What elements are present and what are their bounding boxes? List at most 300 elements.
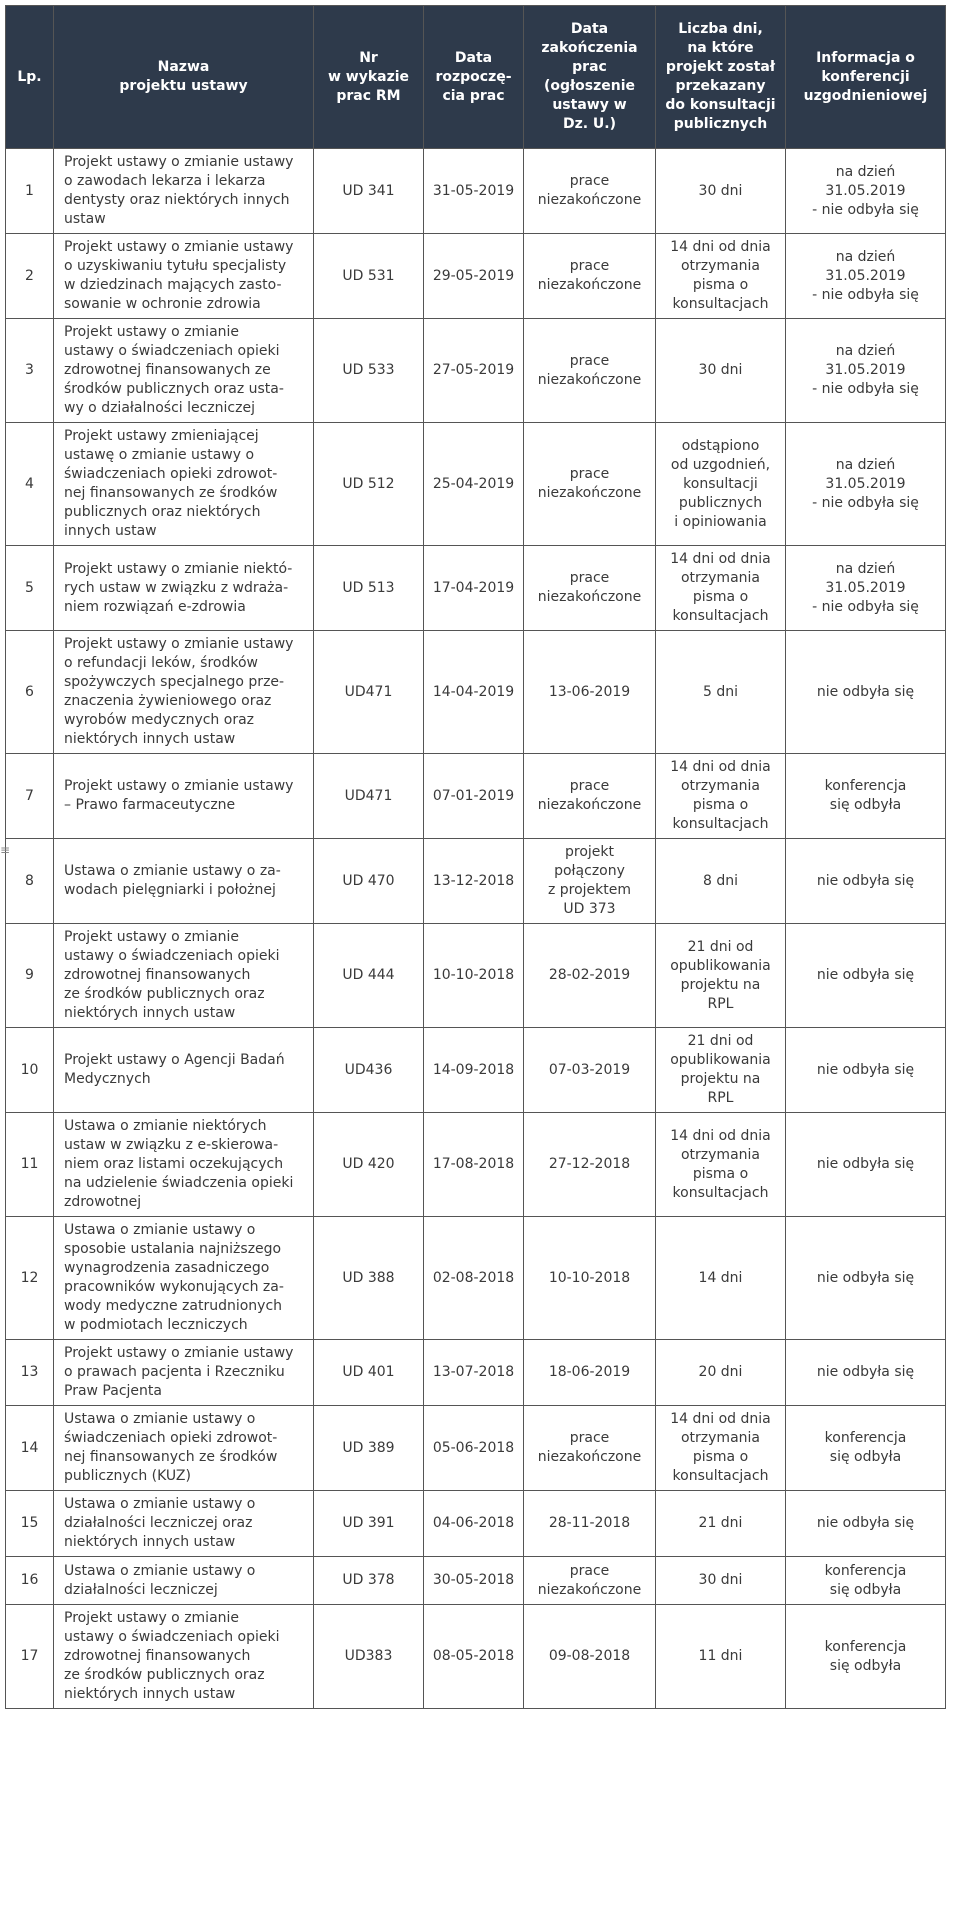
cell-conference-info bbox=[786, 924, 946, 1028]
header-line: konferencji bbox=[821, 68, 910, 85]
cell-line: Ustawa o zmianie ustawy o bbox=[64, 1562, 256, 1579]
cell-line: na dzień bbox=[835, 248, 896, 265]
cell-nr: UD471 bbox=[314, 754, 424, 839]
cell-consultation-days bbox=[656, 423, 786, 546]
header-line: w wykazie bbox=[327, 68, 410, 85]
cell-end-date bbox=[524, 546, 656, 631]
cell-start-date: 17-08-2018 bbox=[424, 1113, 524, 1217]
cell-lp: 6 bbox=[6, 631, 54, 754]
cell-consultation-days bbox=[656, 149, 786, 234]
document-page bbox=[5, 5, 945, 1709]
cell-line: pisma o bbox=[692, 589, 749, 605]
cell-line: świadczeniach opieki zdrowot- bbox=[64, 1430, 278, 1446]
cell-line: 13-06-2019 bbox=[548, 683, 631, 700]
cell-line: niezakończone bbox=[537, 589, 642, 605]
cell-nr: UD 470 bbox=[314, 839, 424, 924]
cell-line: konferencja bbox=[824, 778, 907, 794]
header-line: przekazany bbox=[675, 78, 766, 94]
cell-line: otrzymania bbox=[680, 570, 760, 586]
table-row bbox=[6, 319, 946, 423]
cell-end-date bbox=[524, 924, 656, 1028]
cell-start-date: 04-06-2018 bbox=[424, 1491, 524, 1557]
cell-line: konferencja bbox=[824, 1430, 907, 1446]
cell-start-date: 29-05-2019 bbox=[424, 234, 524, 319]
cell-consultation-days bbox=[656, 546, 786, 631]
cell-project-name bbox=[54, 1557, 314, 1605]
cell-line: 30 dni bbox=[698, 1572, 743, 1588]
cell-line: – Prawo farmaceutyczne bbox=[64, 797, 236, 813]
cell-line: 30 dni bbox=[698, 182, 743, 199]
cell-line: Projekt ustawy o zmianie niektó- bbox=[64, 560, 293, 577]
cell-line: konsultacjach bbox=[672, 1184, 769, 1201]
cell-line: na dzień bbox=[835, 560, 896, 577]
cell-line: Ustawa o zmianie ustawy o bbox=[64, 1496, 256, 1512]
cell-line: zdrowotnej finansowanych bbox=[64, 1648, 251, 1664]
cell-line: otrzymania bbox=[680, 258, 760, 274]
cell-project-name bbox=[54, 149, 314, 234]
cell-consultation-days bbox=[656, 1028, 786, 1113]
cell-project-name bbox=[54, 839, 314, 924]
cell-line: 5 dni bbox=[702, 683, 738, 700]
cell-line: wyrobów medycznych oraz bbox=[64, 712, 254, 728]
cell-line: Medycznych bbox=[64, 1071, 151, 1087]
cell-consultation-days bbox=[656, 1406, 786, 1491]
cell-line: publicznych oraz niektórych bbox=[64, 504, 261, 520]
cell-line: 28-11-2018 bbox=[548, 1515, 631, 1531]
cell-line: Praw Pacjenta bbox=[64, 1383, 162, 1399]
cell-line: nie odbyła się bbox=[816, 872, 915, 889]
cell-start-date: 14-09-2018 bbox=[424, 1028, 524, 1113]
cell-line: pracowników wykonujących za- bbox=[64, 1279, 284, 1295]
header-line: ustawy w bbox=[552, 97, 627, 113]
cell-project-name bbox=[54, 1028, 314, 1113]
header-line: uzgodnieniowej bbox=[803, 87, 928, 104]
cell-project-name bbox=[54, 631, 314, 754]
cell-project-name bbox=[54, 1491, 314, 1557]
cell-line: nie odbyła się bbox=[816, 967, 915, 983]
cell-conference-info bbox=[786, 1557, 946, 1605]
cell-line: otrzymania bbox=[680, 1430, 760, 1446]
cell-nr: UD 512 bbox=[314, 423, 424, 546]
cell-line: 21 dni od bbox=[687, 1033, 754, 1049]
cell-line: wy o działalności leczniczej bbox=[64, 400, 255, 416]
cell-nr: UD 389 bbox=[314, 1406, 424, 1491]
header-end-date bbox=[524, 6, 656, 149]
cell-line: Projekt ustawy o Agencji Badań bbox=[64, 1052, 285, 1068]
cell-line: otrzymania bbox=[680, 1146, 760, 1163]
cell-line: zdrowotnej bbox=[64, 1194, 142, 1210]
cell-line: konsultacji bbox=[683, 475, 758, 492]
header-line: Informacja o bbox=[816, 49, 915, 66]
cell-line: ustaw w związku z e-skierowa- bbox=[64, 1137, 279, 1153]
cell-line: niezakończone bbox=[537, 1581, 642, 1598]
header-lp bbox=[6, 6, 54, 149]
header-line: prac RM bbox=[336, 87, 401, 104]
cell-line: niektórych innych ustaw bbox=[64, 1686, 236, 1702]
cell-line: 20 dni bbox=[698, 1364, 743, 1380]
cell-conference-info bbox=[786, 149, 946, 234]
cell-end-date bbox=[524, 1406, 656, 1491]
table-row bbox=[6, 149, 946, 234]
cell-lp: 8 bbox=[6, 839, 54, 924]
cell-line: 28-02-2019 bbox=[548, 967, 631, 983]
cell-lp: 15 bbox=[6, 1491, 54, 1557]
cell-consultation-days bbox=[656, 754, 786, 839]
cell-line: Projekt ustawy o zmianie ustawy bbox=[64, 154, 294, 170]
cell-line: środków publicznych oraz usta- bbox=[64, 381, 284, 397]
cell-end-date bbox=[524, 1217, 656, 1340]
cell-line: 07-03-2019 bbox=[548, 1061, 631, 1078]
header-consultation-days bbox=[656, 6, 786, 149]
cell-line: o zawodach lekarza i lekarza bbox=[64, 173, 266, 189]
cell-end-date bbox=[524, 149, 656, 234]
cell-nr: UD 420 bbox=[314, 1113, 424, 1217]
cell-line: 14 dni od dnia bbox=[670, 1127, 771, 1144]
cell-line: konsultacjach bbox=[672, 816, 769, 832]
cell-line: nie odbyła się bbox=[816, 1515, 915, 1531]
cell-end-date bbox=[524, 631, 656, 754]
cell-line: się odbyła bbox=[829, 1449, 902, 1465]
cell-nr: UD383 bbox=[314, 1605, 424, 1709]
table-row bbox=[6, 631, 946, 754]
cell-line: projektu na bbox=[680, 1071, 761, 1087]
cell-line: wodach pielęgniarki i położnej bbox=[64, 882, 276, 898]
cell-line: 09-08-2018 bbox=[548, 1648, 631, 1664]
cell-project-name bbox=[54, 1113, 314, 1217]
cell-consultation-days bbox=[656, 924, 786, 1028]
cell-lp: 3 bbox=[6, 319, 54, 423]
cell-conference-info bbox=[786, 319, 946, 423]
cell-lp: 5 bbox=[6, 546, 54, 631]
cell-line: konferencja bbox=[824, 1562, 907, 1579]
cell-conference-info bbox=[786, 1028, 946, 1113]
cell-nr: UD436 bbox=[314, 1028, 424, 1113]
cell-line: niezakończone bbox=[537, 1449, 642, 1465]
cell-line: innych ustaw bbox=[64, 523, 157, 539]
cell-line: sposobie ustalania najniższego bbox=[64, 1241, 282, 1257]
table-row bbox=[6, 1406, 946, 1491]
header-line: publicznych bbox=[673, 116, 768, 132]
cell-line: na dzień bbox=[835, 456, 896, 473]
cell-line: prace bbox=[569, 352, 610, 369]
cell-line: niem oraz listami oczekujących bbox=[64, 1156, 284, 1172]
cell-start-date: 07-01-2019 bbox=[424, 754, 524, 839]
cell-line: spożywczych specjalnego prze- bbox=[64, 674, 285, 690]
cell-line: pisma o bbox=[692, 797, 749, 813]
cell-line: 27-12-2018 bbox=[548, 1156, 631, 1172]
cell-consultation-days bbox=[656, 319, 786, 423]
header-line: projektu ustawy bbox=[119, 78, 248, 94]
cell-line: połączony bbox=[554, 863, 625, 879]
cell-line: o prawach pacjenta i Rzeczniku bbox=[64, 1364, 285, 1380]
header-line: (ogłoszenie bbox=[543, 78, 636, 94]
cell-line: 31.05.2019 bbox=[825, 475, 906, 492]
cell-start-date: 08-05-2018 bbox=[424, 1605, 524, 1709]
cell-lp: 16 bbox=[6, 1557, 54, 1605]
header-line: zakończenia bbox=[541, 40, 638, 56]
table-row bbox=[6, 1557, 946, 1605]
cell-line: otrzymania bbox=[680, 778, 760, 794]
cell-line: Projekt ustawy zmieniającej bbox=[64, 428, 259, 444]
cell-line: konsultacjach bbox=[672, 1468, 769, 1484]
cell-line: na udzielenie świadczenia opieki bbox=[64, 1175, 294, 1191]
cell-project-name bbox=[54, 924, 314, 1028]
cell-consultation-days bbox=[656, 1217, 786, 1340]
table-row bbox=[6, 1028, 946, 1113]
cell-end-date bbox=[524, 1557, 656, 1605]
cell-start-date: 17-04-2019 bbox=[424, 546, 524, 631]
cell-line: prace bbox=[569, 1430, 610, 1446]
cell-line: niezakończone bbox=[537, 192, 642, 208]
cell-conference-info bbox=[786, 234, 946, 319]
header-line: do konsultacji bbox=[665, 97, 776, 113]
cell-nr: UD 391 bbox=[314, 1491, 424, 1557]
header-start-date bbox=[424, 6, 524, 149]
cell-line: Projekt ustawy o zmianie ustawy bbox=[64, 778, 294, 794]
cell-line: nie odbyła się bbox=[816, 1061, 915, 1078]
cell-line: nej finansowanych ze środków bbox=[64, 1449, 278, 1465]
cell-line: - nie odbyła się bbox=[812, 286, 919, 303]
cell-nr: UD471 bbox=[314, 631, 424, 754]
cell-line: projekt bbox=[565, 844, 614, 860]
cell-line: świadczeniach opieki zdrowot- bbox=[64, 466, 278, 482]
cell-end-date bbox=[524, 319, 656, 423]
cell-line: nej finansowanych ze środków bbox=[64, 485, 278, 501]
cell-start-date: 02-08-2018 bbox=[424, 1217, 524, 1340]
cell-start-date: 30-05-2018 bbox=[424, 1557, 524, 1605]
cell-line: Ustawa o zmianie niektórych bbox=[64, 1118, 267, 1134]
cell-nr: UD 388 bbox=[314, 1217, 424, 1340]
cell-project-name bbox=[54, 1406, 314, 1491]
header-project-name bbox=[54, 6, 314, 149]
cell-line: pisma o bbox=[692, 1449, 749, 1465]
cell-consultation-days bbox=[656, 1491, 786, 1557]
cell-line: publicznych bbox=[678, 494, 763, 511]
cell-line: niezakończone bbox=[537, 277, 642, 293]
cell-conference-info bbox=[786, 631, 946, 754]
cell-end-date bbox=[524, 1491, 656, 1557]
legislation-table bbox=[5, 5, 946, 1709]
cell-line: niektórych innych ustaw bbox=[64, 1534, 236, 1550]
header-line: Nazwa bbox=[157, 59, 210, 75]
cell-end-date bbox=[524, 234, 656, 319]
cell-consultation-days bbox=[656, 1340, 786, 1406]
cell-line: niezakończone bbox=[537, 485, 642, 501]
cell-line: się odbyła bbox=[829, 1657, 902, 1674]
table-row bbox=[6, 546, 946, 631]
cell-line: ustawy o świadczeniach opieki bbox=[64, 948, 280, 964]
header-line: projekt został bbox=[665, 59, 776, 75]
table-row bbox=[6, 924, 946, 1028]
cell-line: o refundacji leków, środków bbox=[64, 655, 258, 671]
cell-start-date: 13-12-2018 bbox=[424, 839, 524, 924]
cell-line: 14 dni od dnia bbox=[670, 1411, 771, 1427]
cell-line: Ustawa o zmianie ustawy o za- bbox=[64, 863, 281, 879]
cell-line: nie odbyła się bbox=[816, 683, 915, 700]
cell-line: 30 dni bbox=[698, 362, 743, 378]
header-line: prac bbox=[572, 59, 607, 75]
cell-line: niem rozwiązań e-zdrowia bbox=[64, 598, 246, 615]
cell-line: nie odbyła się bbox=[816, 1156, 915, 1172]
cell-start-date: 14-04-2019 bbox=[424, 631, 524, 754]
cell-line: nie odbyła się bbox=[816, 1269, 915, 1286]
cell-start-date: 13-07-2018 bbox=[424, 1340, 524, 1406]
cell-line: niektórych innych ustaw bbox=[64, 1005, 236, 1021]
cell-line: od uzgodnień, bbox=[670, 456, 771, 473]
cell-line: UD 373 bbox=[563, 901, 616, 917]
cell-project-name bbox=[54, 1605, 314, 1709]
cell-line: pisma o bbox=[692, 1165, 749, 1182]
cell-line: działalności leczniczej bbox=[64, 1581, 218, 1598]
cell-line: Projekt ustawy o zmianie ustawy bbox=[64, 636, 294, 652]
table-row bbox=[6, 839, 946, 924]
cell-lp: 2 bbox=[6, 234, 54, 319]
cell-line: 18-06-2019 bbox=[548, 1364, 631, 1380]
cell-line: prace bbox=[569, 258, 610, 274]
cell-line: Projekt ustawy o zmianie bbox=[64, 324, 240, 340]
cell-line: zdrowotnej finansowanych ze bbox=[64, 362, 271, 378]
cell-lp: 12 bbox=[6, 1217, 54, 1340]
cell-lp: 9 bbox=[6, 924, 54, 1028]
header-conference-info bbox=[786, 6, 946, 149]
cell-start-date: 05-06-2018 bbox=[424, 1406, 524, 1491]
cell-line: 11 dni bbox=[698, 1648, 743, 1664]
cell-end-date bbox=[524, 1605, 656, 1709]
header-line: na które bbox=[687, 40, 754, 56]
cell-line: 8 dni bbox=[702, 872, 738, 889]
header-line: Dz. U.) bbox=[562, 116, 617, 132]
cell-nr: UD 341 bbox=[314, 149, 424, 234]
cell-conference-info bbox=[786, 1605, 946, 1709]
cell-line: 14 dni od dnia bbox=[670, 759, 771, 775]
cell-consultation-days bbox=[656, 631, 786, 754]
header-line: cia prac bbox=[442, 87, 505, 104]
cell-line: wynagrodzenia zasadniczego bbox=[64, 1260, 270, 1276]
cell-line: ustawy o świadczeniach opieki bbox=[64, 1629, 280, 1645]
cell-line: Ustawa o zmianie ustawy o bbox=[64, 1222, 256, 1238]
cell-line: opublikowania bbox=[670, 1052, 771, 1068]
cell-lp: 10 bbox=[6, 1028, 54, 1113]
cell-consultation-days bbox=[656, 1605, 786, 1709]
cell-end-date bbox=[524, 754, 656, 839]
header-line: rozpoczę- bbox=[435, 68, 512, 85]
table-row bbox=[6, 423, 946, 546]
cell-line: projektu na bbox=[680, 976, 761, 993]
cell-line: - nie odbyła się bbox=[812, 494, 919, 511]
header-line: Lp. bbox=[17, 68, 42, 85]
cell-line: konferencja bbox=[824, 1638, 907, 1655]
cell-line: rych ustaw w związku z wdraża- bbox=[64, 579, 289, 596]
cell-line: zdrowotnej finansowanych bbox=[64, 967, 251, 983]
cell-nr: UD 531 bbox=[314, 234, 424, 319]
cell-consultation-days bbox=[656, 1557, 786, 1605]
table-header-row bbox=[6, 6, 946, 149]
cell-project-name bbox=[54, 1217, 314, 1340]
cell-line: konsultacjach bbox=[672, 608, 769, 624]
cell-line: o uzyskiwaniu tytułu specjalisty bbox=[64, 258, 287, 274]
cell-line: 14 dni bbox=[698, 1269, 743, 1286]
table-row bbox=[6, 1491, 946, 1557]
cell-nr: UD 513 bbox=[314, 546, 424, 631]
cell-lp: 17 bbox=[6, 1605, 54, 1709]
cell-line: 10-10-2018 bbox=[548, 1269, 631, 1286]
cell-nr: UD 378 bbox=[314, 1557, 424, 1605]
table-row bbox=[6, 1217, 946, 1340]
cell-line: się odbyła bbox=[829, 1581, 902, 1598]
cell-line: Projekt ustawy o zmianie ustawy bbox=[64, 1345, 294, 1361]
cell-conference-info bbox=[786, 1217, 946, 1340]
header-line: Data bbox=[570, 21, 609, 37]
cell-lp: 14 bbox=[6, 1406, 54, 1491]
cell-line: ustaw bbox=[64, 211, 106, 227]
table-row bbox=[6, 1340, 946, 1406]
cell-line: działalności leczniczej oraz bbox=[64, 1515, 253, 1531]
cell-line: prace bbox=[569, 173, 610, 189]
table-row bbox=[6, 754, 946, 839]
cell-project-name bbox=[54, 423, 314, 546]
cell-start-date: 31-05-2019 bbox=[424, 149, 524, 234]
cell-line: opublikowania bbox=[670, 957, 771, 974]
cell-lp: 13 bbox=[6, 1340, 54, 1406]
cell-conference-info bbox=[786, 1406, 946, 1491]
cell-start-date: 25-04-2019 bbox=[424, 423, 524, 546]
cell-line: ustawy o świadczeniach opieki bbox=[64, 343, 280, 359]
cell-line: 14 dni od dnia bbox=[670, 551, 771, 567]
table-row bbox=[6, 1113, 946, 1217]
cell-end-date bbox=[524, 423, 656, 546]
cell-lp: 7 bbox=[6, 754, 54, 839]
cell-conference-info bbox=[786, 754, 946, 839]
header-line: Nr bbox=[359, 49, 378, 66]
cell-line: prace bbox=[569, 466, 610, 482]
cell-conference-info bbox=[786, 1113, 946, 1217]
cell-nr: UD 444 bbox=[314, 924, 424, 1028]
cell-line: niezakończone bbox=[537, 371, 642, 388]
cell-line: 31.05.2019 bbox=[825, 267, 906, 284]
cell-lp: 1 bbox=[6, 149, 54, 234]
header-line: Liczba dni, bbox=[678, 21, 763, 37]
cell-conference-info bbox=[786, 839, 946, 924]
cell-line: dentysty oraz niektórych innych bbox=[64, 192, 290, 208]
cell-start-date: 10-10-2018 bbox=[424, 924, 524, 1028]
cell-project-name bbox=[54, 754, 314, 839]
cell-line: prace bbox=[569, 778, 610, 794]
cell-line: niektórych innych ustaw bbox=[64, 731, 236, 747]
cell-line: konsultacjach bbox=[672, 296, 769, 312]
cell-line: RPL bbox=[707, 995, 734, 1012]
cell-line: - nie odbyła się bbox=[812, 598, 919, 615]
cell-line: RPL bbox=[707, 1090, 734, 1106]
cell-line: prace bbox=[569, 570, 610, 586]
cell-consultation-days bbox=[656, 1113, 786, 1217]
cell-line: na dzień bbox=[835, 343, 896, 359]
cell-line: Projekt ustawy o zmianie bbox=[64, 929, 240, 945]
cell-end-date bbox=[524, 1113, 656, 1217]
cell-line: 31.05.2019 bbox=[825, 182, 906, 199]
cell-line: - nie odbyła się bbox=[812, 381, 919, 397]
cell-project-name bbox=[54, 234, 314, 319]
cell-conference-info bbox=[786, 1491, 946, 1557]
table-row bbox=[6, 234, 946, 319]
cell-line: odstąpiono bbox=[681, 437, 760, 454]
header-nr bbox=[314, 6, 424, 149]
cell-line: się odbyła bbox=[829, 797, 902, 813]
cell-conference-info bbox=[786, 423, 946, 546]
cell-lp: 4 bbox=[6, 423, 54, 546]
cell-end-date bbox=[524, 839, 656, 924]
cell-line: ustawę o zmianie ustawy o bbox=[64, 447, 255, 463]
cell-consultation-days bbox=[656, 234, 786, 319]
